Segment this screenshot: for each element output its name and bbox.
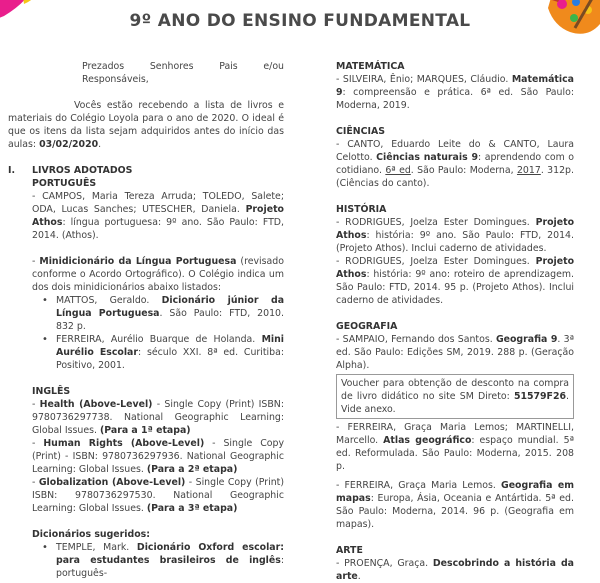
portugues-item-title: Projeto Athos	[32, 204, 284, 228]
voucher-box	[336, 374, 574, 419]
arte-rest: .	[357, 571, 361, 582]
ingles-heading: INGLÊS	[32, 386, 71, 397]
voucher-rest: . Vide anexo.	[341, 391, 569, 415]
geografia-text: - FERREIRA, Graça Maria Lemos; MARTINELLI, Marcello.	[336, 422, 574, 446]
ciencias-year: 2017	[516, 165, 541, 176]
geografia-title: Atlas geográfico	[383, 435, 472, 446]
ingles-item-stage: (Para a 2ª etapa)	[146, 464, 238, 475]
ciencias-item	[336, 138, 574, 190]
bullet-text: TEMPLE, Mark.	[56, 542, 130, 553]
bullet-text: FERREIRA, Aurélio Buarque de Holanda.	[56, 334, 256, 345]
historia-rest: : história: 9º ano. São Paulo: FTD, 2014. (Projeto Athos). Inclui caderno de atividades.	[336, 230, 574, 254]
bullet-rest: : português-	[56, 555, 284, 579]
geografia-text: - SAMPAIO, Fernando dos Santos.	[336, 334, 493, 345]
geografia-item	[336, 333, 574, 372]
historia-text: - RODRIGUES, Joelza Ester Domingues.	[336, 256, 530, 267]
list-item	[32, 333, 284, 372]
geografia-title: Geografia 9	[495, 334, 558, 345]
ingles-item-title: Human Rights (Above-Level)	[43, 438, 205, 449]
historia-title: Projeto Athos	[336, 217, 575, 241]
matematica-item	[336, 73, 574, 112]
intro-paragraph	[8, 99, 284, 151]
bullet-rest: . São Paulo: FTD, 2010. 832 p.	[56, 308, 284, 332]
ingles-item-stage: (Para a 3ª etapa)	[146, 503, 238, 514]
dicionarios-heading: Dicionários sugeridos:	[32, 529, 150, 540]
ciencias-publisher: . São Paulo: Moderna,	[410, 165, 514, 176]
minidicionario-title: Minidicionário da Língua Portuguesa	[39, 256, 237, 267]
portugues-block	[8, 177, 284, 580]
bullet-title: Dicionário Oxford escolar: para estudantes brasileiros de inglês	[56, 542, 284, 566]
historia-title: Projeto Athos	[336, 256, 575, 280]
historia-heading: HISTÓRIA	[336, 204, 387, 215]
dash: -	[32, 256, 40, 267]
voucher-code: 51579F26	[513, 391, 567, 402]
bullet-icon: •	[42, 334, 48, 345]
arte-text: - PROENÇA, Graça.	[336, 558, 429, 569]
intro-after: .	[98, 139, 102, 150]
matematica-text: - SILVEIRA, Ênio; MARQUES, Cláudio.	[336, 74, 509, 85]
historia-item	[336, 216, 574, 255]
ciencias-heading: CIÊNCIAS	[336, 126, 385, 137]
section-number: I.	[8, 165, 16, 176]
left-column	[8, 60, 284, 580]
list-item	[32, 541, 284, 580]
section-heading	[8, 164, 284, 177]
matematica-heading: MATEMÁTICA	[336, 61, 405, 72]
section-label: LIVROS ADOTADOS	[32, 165, 133, 176]
bullet-rest: : século XXI. 8ª ed. Curitiba: Positivo, 2001.	[56, 347, 284, 371]
page-title: 9º ANO DO ENSINO FUNDAMENTAL	[129, 11, 471, 31]
ciencias-subtitle: : aprendendo com o cotidiano.	[336, 152, 574, 176]
geografia-item	[336, 479, 574, 531]
ingles-item: - Human Rights (Above-Level) - Single Copy (Print) - ISBN: 9780736297936. National Geographic Learning: Global Issues. (Para a 2ª etapa)	[32, 438, 284, 475]
historia-rest: : história: 9º ano: roteiro de aprendizagem. São Paulo: FTD, 2014. 95 p. (Projeto Athos). Inclui caderno de atividades.	[336, 269, 574, 306]
intro-text: Vocês estão recebendo a lista de livros e materiais do Colégio Loyola para o ano de 2020. O ideal é que os itens da lista sejam adquiridos antes do início das aulas:	[8, 100, 284, 150]
ingles-item-text: - Single Copy (Print) ISBN: 9780736297530. National Geographic Learning: Global Issues.	[32, 477, 284, 514]
voucher-text: Voucher para obtenção de desconto na compra de livro didático no site SM Direto:	[341, 378, 569, 402]
right-column	[336, 60, 574, 583]
bullet-icon: •	[42, 295, 48, 306]
historia-item	[336, 255, 574, 307]
geografia-rest: : Europa, Ásia, Oceania e Antártida. 5ª ed. São Paulo: Moderna, 2014. 96 p. (Geografia em mapas).	[336, 493, 574, 530]
ciencias-title: Ciências naturais 9	[376, 152, 479, 163]
ingles-item-text: - Single Copy (Print) - ISBN: 9780736297936. National Geographic Learning: Global Issues.	[32, 438, 284, 475]
bullet-title: Mini Aurélio Escolar	[56, 334, 285, 358]
greeting: Prezados Senhores Pais e/ou Responsáveis,	[82, 61, 284, 85]
bullet-title: Dicionário júnior da Língua Portuguesa	[56, 295, 285, 319]
ciencias-rest: . 312p. (Ciências do canto).	[336, 165, 574, 189]
minidicionario-item	[32, 255, 284, 294]
geografia-text: - FERREIRA, Graça Maria Lemos.	[336, 480, 496, 491]
arte-title: Descobrindo a história da arte	[336, 558, 574, 582]
bullet-icon: •	[42, 542, 48, 553]
ingles-item-stage: (Para a 1ª etapa)	[99, 425, 191, 436]
matematica-rest: : compreensão e prática. 6ª ed. São Paulo: Moderna, 2019.	[336, 87, 574, 111]
portugues-item-rest: : língua portuguesa: 9º ano. São Paulo: FTD, 2014. (Athos).	[32, 217, 284, 241]
arte-item	[336, 557, 574, 583]
ingles-item-text: - Single Copy (Print) ISBN: 9780736297738. National Geographic Learning: Global Issues.	[32, 399, 284, 436]
arte-heading: ARTE	[336, 545, 363, 556]
ingles-item-title: Globalization (Above-Level)	[38, 477, 186, 488]
geografia-item	[336, 421, 574, 473]
geografia-title: Geografia em mapas	[336, 480, 574, 504]
portugues-item-text: - CAMPOS, Maria Tereza Arruda; TOLEDO, Salete; ODA, Lucas Sanches; UTESCHER, Daniela.	[32, 191, 284, 215]
minidicionario-text: (revisado conforme o Acordo Ortográfico). O Colégio indica um dos dois minidicionários abaixo listados:	[32, 256, 284, 293]
intro-date: 03/02/2020	[39, 139, 99, 150]
portugues-item	[32, 190, 284, 242]
geografia-rest: . 3ª ed. São Paulo: Edições SM, 2019. 288 p. (Geração Alpha).	[336, 334, 575, 371]
ingles-item: - Globalization (Above-Level) - Single Copy (Print) ISBN: 9780736297530. National Geographic Learning: Global Issues. (Para a 3ª etapa)	[32, 477, 284, 514]
ingles-item-title: Health (Above-Level)	[39, 399, 153, 410]
ciencias-edition: 6ª ed	[385, 165, 411, 176]
ingles-item: - Health (Above-Level) - Single Copy (Print) ISBN: 9780736297738. National Geographic Learning: Global Issues. (Para a 1ª etapa)	[32, 399, 284, 436]
bullet-text: MATTOS, Geraldo.	[56, 295, 150, 306]
list-item	[32, 294, 284, 333]
historia-text: - RODRIGUES, Joelza Ester Domingues.	[336, 217, 530, 228]
matematica-title: Matemática 9	[336, 74, 574, 98]
portugues-heading: PORTUGUÊS	[32, 178, 97, 189]
geografia-rest: : espaço mundial. 5ª ed. Reformulada. São Paulo: Moderna, 2015. 208 p.	[336, 435, 574, 472]
ciencias-text: - CANTO, Eduardo Leite do & CANTO, Laura Celotto.	[336, 139, 574, 163]
geografia-heading: GEOGRAFIA	[336, 321, 398, 332]
